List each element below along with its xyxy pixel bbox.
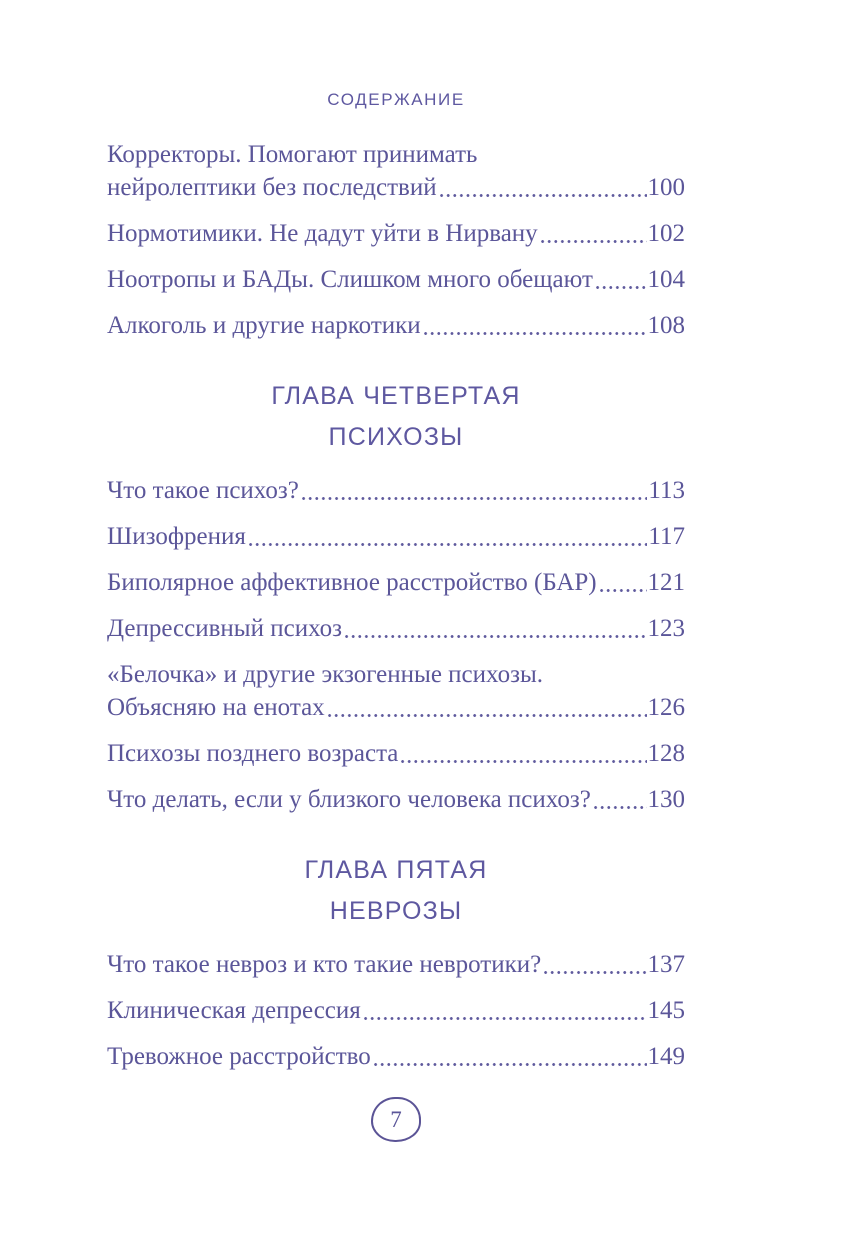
folio-circle — [371, 1097, 421, 1142]
toc-page-number: 137 — [647, 951, 685, 978]
toc-entry-text: Биполярное аффективное расстройство (БАР) — [107, 569, 597, 596]
dot-leader — [302, 497, 648, 500]
dot-leader — [440, 194, 647, 197]
toc-page-number: 113 — [648, 477, 685, 504]
chapter-heading-line: НЕВРОЗЫ — [329, 897, 463, 925]
toc-entry — [107, 566, 685, 599]
toc-page-number: 128 — [647, 740, 685, 767]
toc-page-number: 145 — [647, 997, 685, 1024]
dot-leader — [541, 240, 647, 243]
folio-page-number: 7 — [390, 1106, 402, 1132]
toc-entry-text: Шизофрения — [107, 523, 246, 550]
chapter-4-heading — [107, 376, 685, 458]
toc-entry — [107, 217, 685, 250]
toc-entry-text: Что такое невроз и кто такие невротики? — [107, 951, 542, 978]
toc-entry-text: Корректоры. Помогают принимать — [107, 141, 478, 168]
dot-leader — [596, 286, 647, 289]
toc-entry — [107, 309, 685, 342]
dot-leader — [374, 1063, 647, 1066]
toc-entry — [107, 474, 685, 507]
toc-entry — [107, 783, 685, 816]
dot-leader — [600, 589, 647, 592]
toc-page-number: 130 — [647, 786, 685, 813]
toc-entry — [107, 658, 685, 724]
toc-entry — [107, 994, 685, 1027]
toc-entry — [107, 612, 685, 645]
dot-leader — [594, 806, 647, 809]
toc-entry — [107, 138, 685, 204]
toc-entry-text: «Белочка» и другие экзогенные психозы. — [107, 661, 543, 688]
toc-page-number: 104 — [647, 266, 685, 293]
toc-entry — [107, 520, 685, 553]
toc-page-number: 121 — [647, 569, 685, 596]
dot-leader — [328, 714, 647, 717]
toc-entry-text: Нормотимики. Не дадут уйти в Нирвану — [107, 220, 538, 247]
toc-page-number: 108 — [647, 312, 685, 339]
toc-entry-text: Психозы позднего возраста — [107, 740, 399, 767]
dot-leader — [249, 543, 648, 546]
toc-entry-text: Объясняю на енотах — [107, 694, 325, 721]
dot-leader — [345, 635, 646, 638]
toc-entry-text: Ноотропы и БАДы. Слишком много обещают — [107, 266, 593, 293]
toc-entry-text: Что делать, если у близкого человека психоз? — [107, 786, 591, 813]
toc-entry — [107, 1040, 685, 1073]
toc-page-number: 102 — [647, 220, 685, 247]
toc-page-number: 126 — [647, 694, 685, 721]
dot-leader — [424, 332, 647, 335]
chapter-heading-line: ПСИХОЗЫ — [328, 423, 464, 451]
toc-entry-text: Клиническая депрессия — [107, 997, 361, 1024]
chapter-heading-line: ГЛАВА ЧЕТВЕРТАЯ — [271, 382, 521, 410]
toc-page-number: 149 — [647, 1043, 685, 1070]
toc-entry-text: Депрессивный психоз — [107, 615, 343, 642]
toc-page-number: 117 — [648, 523, 685, 550]
toc-entry — [107, 263, 685, 296]
toc-page-number: 100 — [647, 174, 685, 201]
dot-leader — [401, 760, 646, 763]
toc-entry — [107, 948, 685, 981]
dot-leader — [544, 971, 646, 974]
toc-entry-text: нейролептики без последствий — [107, 174, 437, 201]
toc-entry-text: Тревожное расстройство — [107, 1043, 371, 1070]
toc-entry-text: Что такое психоз? — [107, 477, 299, 504]
page-title: СОДЕРЖАНИЕ — [327, 90, 465, 109]
toc-entry-text: Алкоголь и другие наркотики — [107, 312, 421, 339]
toc-page-number: 123 — [647, 615, 685, 642]
dot-leader — [364, 1017, 647, 1020]
toc-page — [107, 0, 685, 1142]
toc-entry — [107, 737, 685, 770]
chapter-5-heading — [107, 850, 685, 932]
chapter-heading-line: ГЛАВА ПЯТАЯ — [304, 856, 488, 884]
